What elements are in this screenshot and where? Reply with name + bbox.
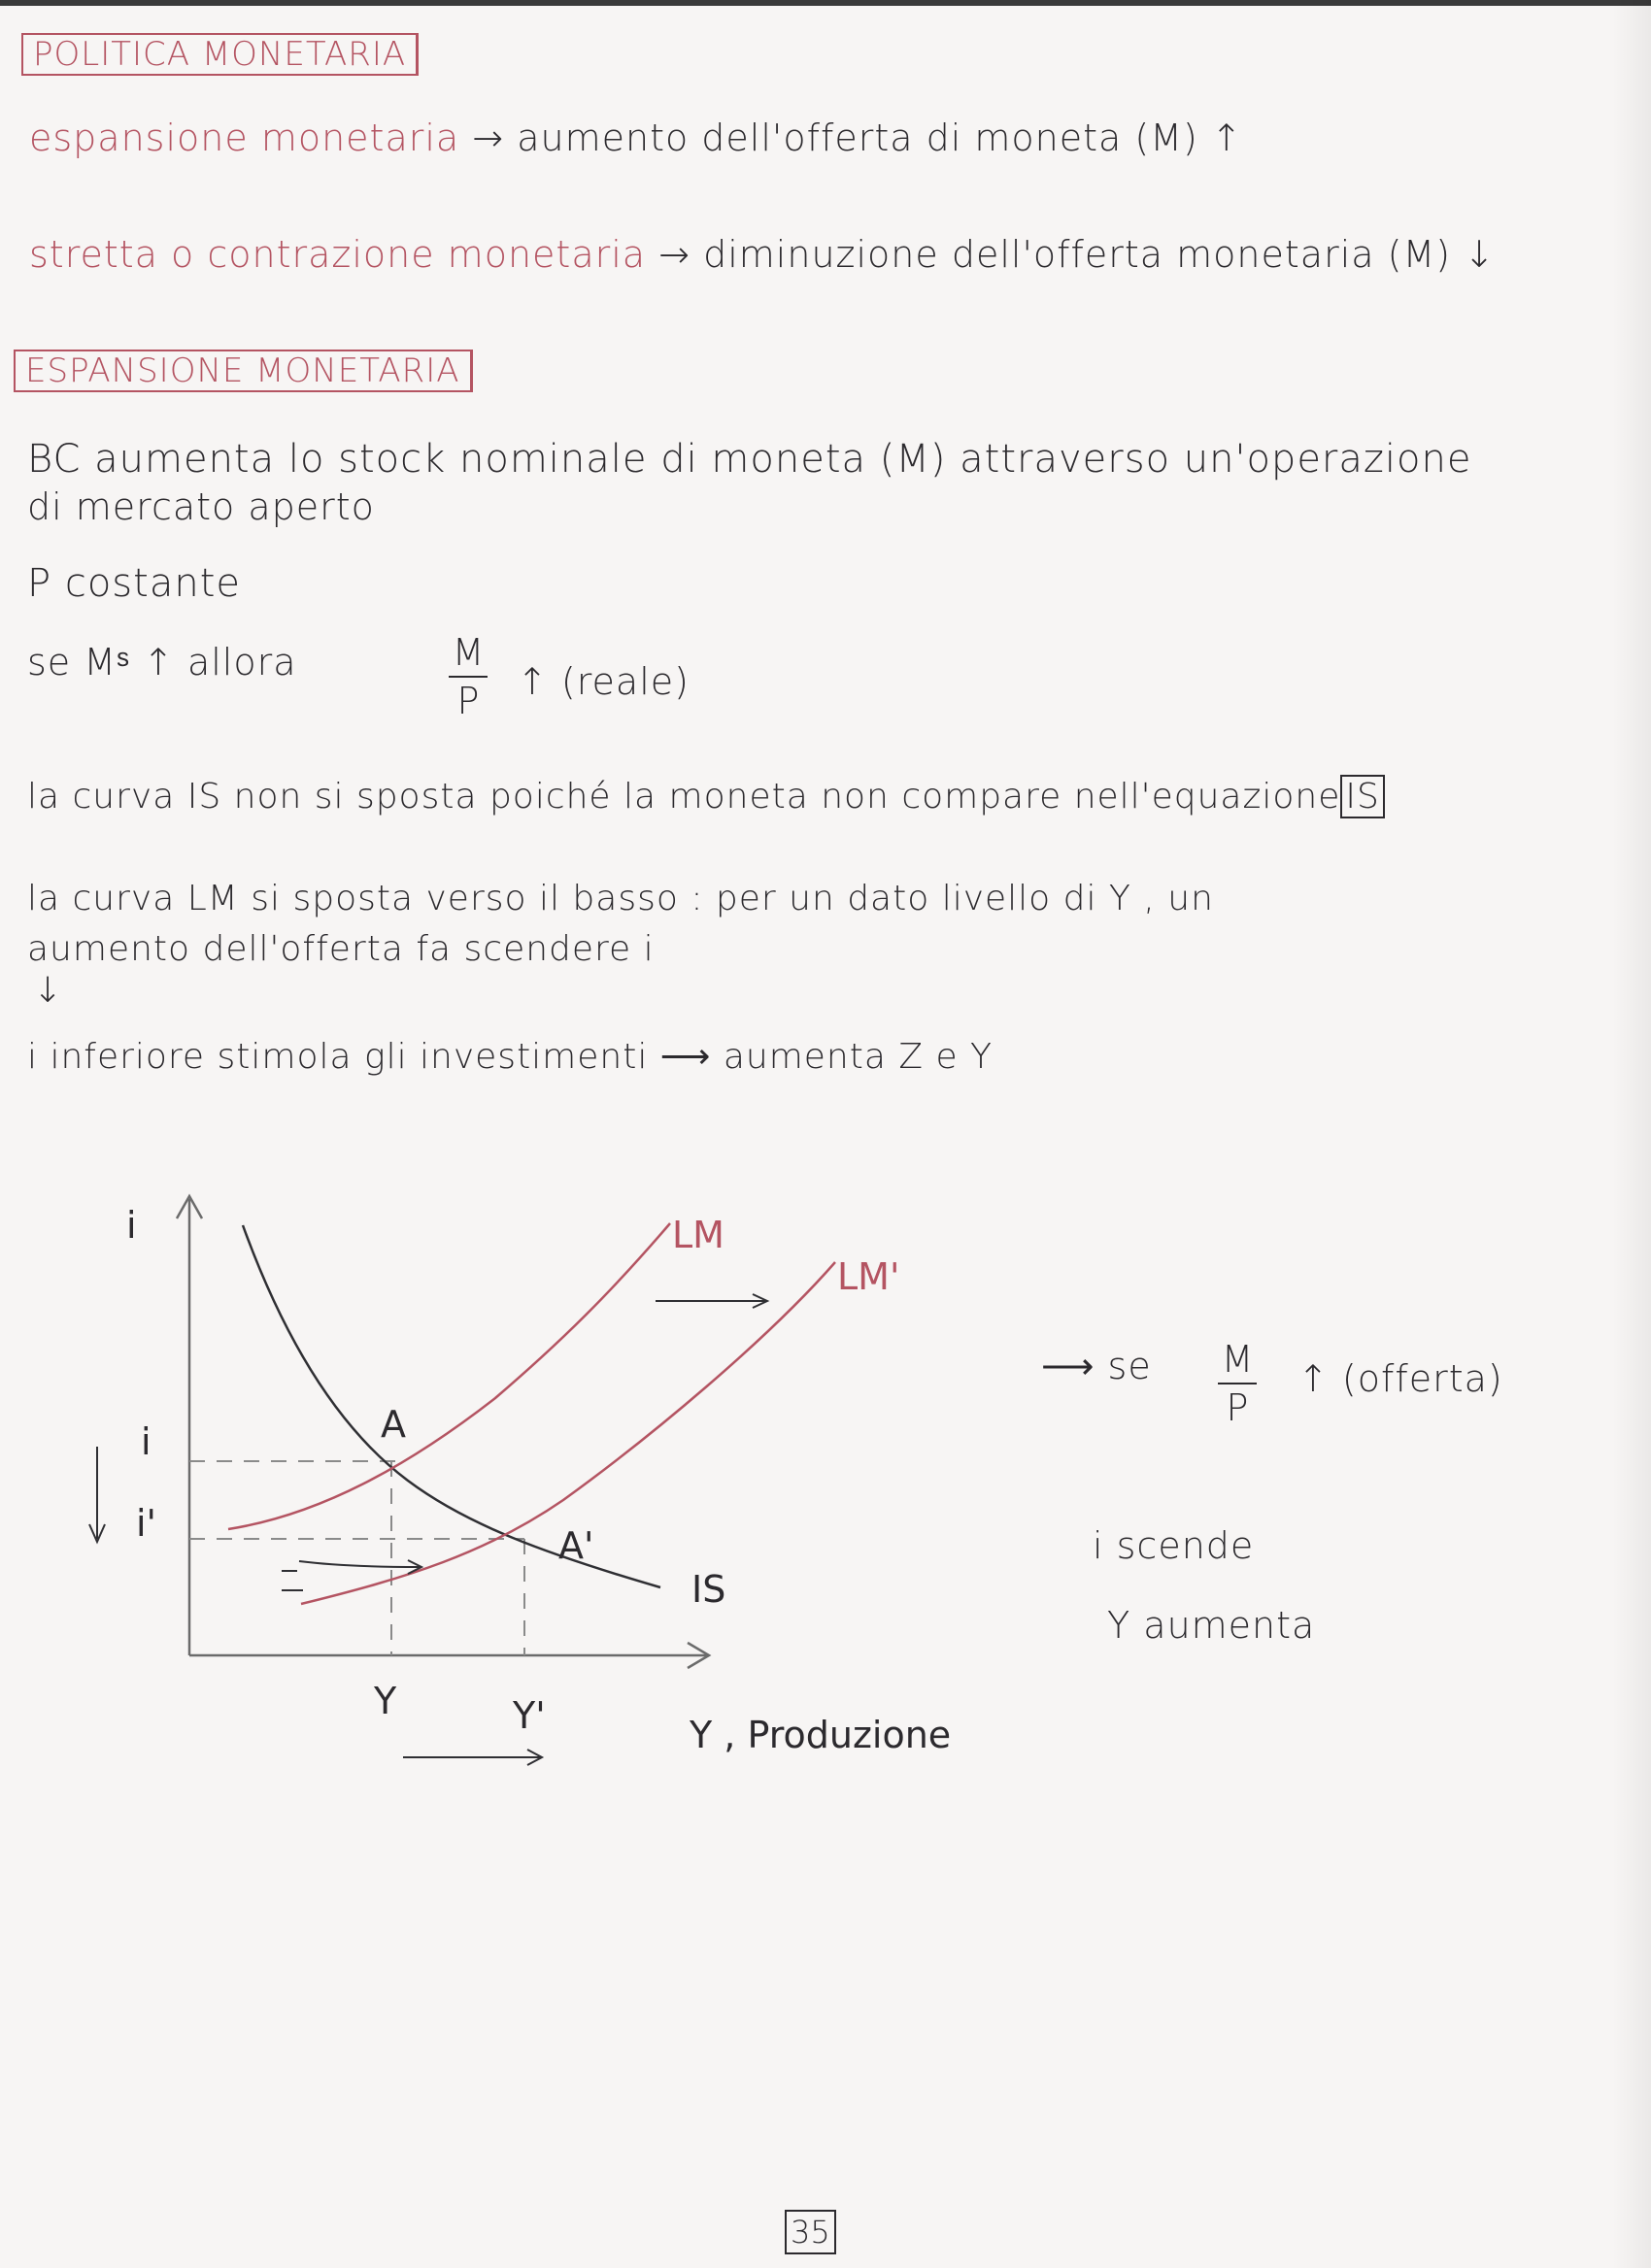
point-label-a-prime: A' xyxy=(558,1524,594,1567)
desc-stretta: diminuzione dell'offerta monetaria (M) ↓ xyxy=(703,233,1496,276)
section-title-politica-monetaria: POLITICA MONETARIA xyxy=(21,33,419,76)
text-line-7: aumento dell'offerta fa scendere i xyxy=(27,929,655,969)
boxed-is: IS xyxy=(1340,775,1384,818)
curve-label-lm: LM xyxy=(672,1214,724,1256)
section-title-espansione-monetaria: ESPANSIONE MONETARIA xyxy=(14,350,473,392)
text-line-5-body: la curva IS non si sposta poiché la moneta non compare nell'equazione xyxy=(27,777,1341,817)
side-fraction-m-over-p xyxy=(1218,1338,1257,1429)
side-note-prefix: ⟶ se xyxy=(1041,1345,1152,1387)
guide-lines xyxy=(189,1461,524,1655)
tick-label-y: Y xyxy=(374,1680,397,1722)
side-note-suffix: ↑ (offerta) xyxy=(1297,1357,1503,1400)
lm-curve xyxy=(228,1223,670,1529)
side-note-i-scende: i scende xyxy=(1093,1524,1255,1567)
arrow-right-icon: → xyxy=(658,233,691,276)
text-line-8: i inferiore stimola gli investimenti ⟶ aumenta Z e Y xyxy=(27,1037,994,1077)
side-fraction-bar xyxy=(1218,1383,1257,1384)
tick-label-i-prime: i' xyxy=(136,1502,157,1545)
fraction-denominator: P xyxy=(456,680,480,722)
side-note-y-aumenta: Y aumenta xyxy=(1107,1604,1316,1647)
desc-espansione: aumento dell'offerta di moneta (M) ↑ xyxy=(517,117,1243,159)
y-axis-label: i xyxy=(126,1204,137,1247)
text-line-1: BC aumenta lo stock nominale di moneta (M) attraverso un'operazione xyxy=(27,437,1472,482)
fraction-numerator: M xyxy=(452,631,485,674)
side-fraction-denominator: P xyxy=(1226,1386,1249,1429)
text-line-4-suffix: ↑ (reale) xyxy=(517,660,690,703)
text-line-6: la curva LM si sposta verso il basso : per un dato livello di Y , un xyxy=(27,879,1214,918)
point-label-a: A xyxy=(381,1403,406,1446)
text-line-2: di mercato aperto xyxy=(27,485,375,528)
shift-arrows xyxy=(89,1294,767,1765)
inner-shift-arrow xyxy=(299,1561,420,1567)
tick-label-i: i xyxy=(141,1420,152,1463)
term-espansione: espansione monetaria xyxy=(29,117,460,159)
curve-label-is: IS xyxy=(691,1568,726,1611)
term-stretta: stretta o contrazione monetaria xyxy=(29,233,647,276)
arrow-right-icon: → xyxy=(472,117,505,159)
text-line-4-prefix: se Mˢ ↑ allora xyxy=(27,641,297,684)
tick-label-y-prime: Y' xyxy=(513,1694,546,1737)
page-number: 35 xyxy=(785,2210,836,2254)
curve-label-lm-prime: LM' xyxy=(837,1255,900,1298)
side-fraction-numerator: M xyxy=(1221,1338,1254,1381)
text-line-3: P costante xyxy=(27,561,241,606)
is-curve xyxy=(243,1225,660,1587)
graph-axes xyxy=(177,1196,709,1668)
arrow-down-icon: ↓ xyxy=(33,971,64,1011)
x-axis-label: Y , Produzione xyxy=(690,1714,952,1756)
